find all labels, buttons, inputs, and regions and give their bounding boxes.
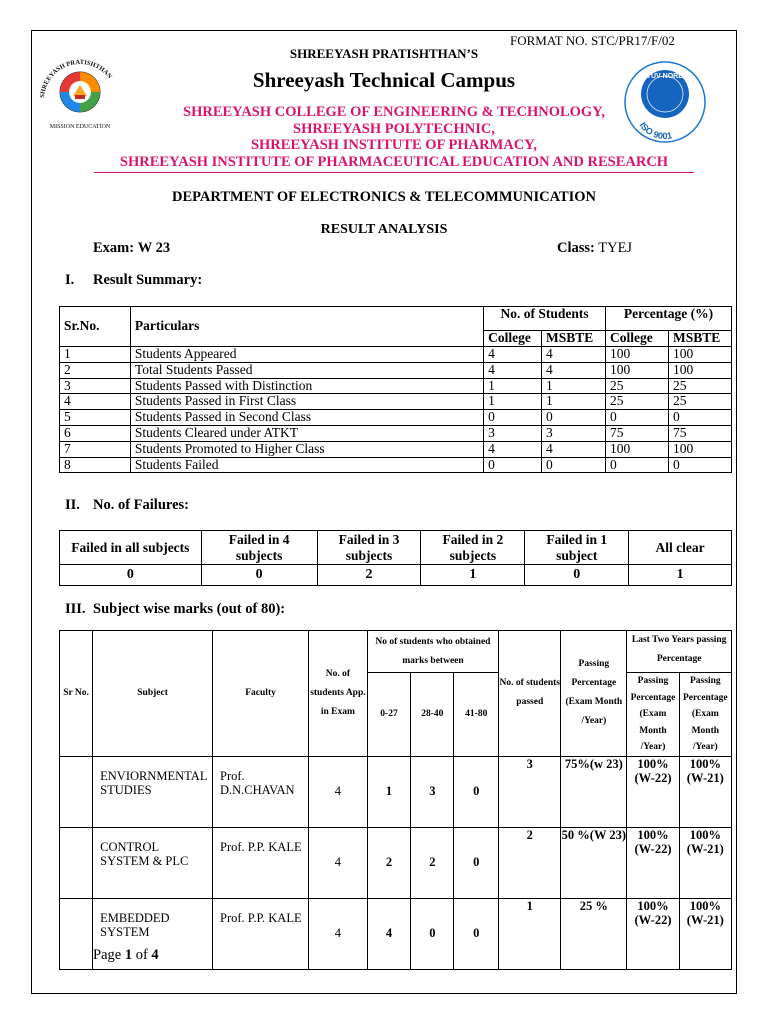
- header-range-41-80: 41-80: [454, 673, 499, 757]
- section-heading-result-summary: I. Result Summary:: [65, 272, 203, 288]
- class-info: Class: TYEJ: [557, 240, 633, 256]
- header-srno: Sr.No.: [60, 307, 131, 347]
- header-srno: Sr No.: [60, 631, 93, 757]
- organization-name: SHREEYASH PRATISHTHAN’S: [289, 46, 479, 61]
- header-passing-percentage: Passing Percentage (Exam Month /Year): [561, 631, 627, 757]
- college-name: SHREEYASH POLYTECHNIC,: [293, 120, 495, 137]
- table-row: 5 Students Passed in Second Class 0 0 0 0: [60, 410, 732, 426]
- exam-info: Exam: W 23: [93, 240, 171, 256]
- format-number: FORMAT NO. STC/PR17/F/02: [510, 33, 675, 48]
- table-row: 2 Total Students Passed 4 4 100 100: [60, 362, 732, 378]
- result-summary-table: [59, 306, 732, 473]
- header-passing-year-2: Passing Percentage (Exam Month /Year): [679, 673, 731, 757]
- header-failed-4: Failed in 4 subjects: [201, 531, 317, 565]
- section-heading-subject-marks: III. Subject wise marks (out of 80):: [65, 601, 286, 617]
- department-title: DEPARTMENT OF ELECTRONICS & TELECOMMUNICATION: [171, 189, 597, 205]
- table-row: 6 Students Cleared under ATKT 3 3 75 75: [60, 425, 732, 441]
- header-last-two-years: Last Two Years passing Percentage: [627, 631, 732, 673]
- header-passing-year-1: Passing Percentage (Exam Month /Year): [627, 673, 679, 757]
- table-row: CONTROL SYSTEM & PLC Prof. P.P. KALE 4 2 2 0 2 50 %(W 23) 100% (W-22) 100% (W-21): [60, 827, 732, 898]
- document-title: RESULT ANALYSIS: [320, 222, 448, 237]
- svg-text:SHREEYASH PRATISHTHAN: SHREEYASH PRATISHTHAN: [39, 58, 114, 99]
- table-row: 0 0 2 1 0 1: [60, 565, 732, 586]
- table-row: 3 Students Passed with Distinction 1 1 25 25: [60, 378, 732, 394]
- college-list: [60, 104, 728, 170]
- college-name: SHREEYASH INSTITUTE OF PHARMACEUTICAL EDUCATION AND RESEARCH: [119, 153, 669, 170]
- header-range-28-40: 28-40: [411, 673, 454, 757]
- header-msbte: MSBTE: [542, 331, 606, 347]
- header-divider: [94, 172, 694, 173]
- college-name: SHREEYASH COLLEGE OF ENGINEERING & TECHNOLOGY,: [183, 104, 605, 120]
- header-percentage: Percentage (%): [606, 307, 732, 331]
- header-failed-2: Failed in 2 subjects: [421, 531, 525, 565]
- failures-table: [59, 530, 732, 586]
- header-college: College: [606, 331, 669, 347]
- campus-title: Shreeyash Technical Campus: [252, 68, 516, 92]
- table-row: 7 Students Promoted to Higher Class 4 4 100 100: [60, 441, 732, 457]
- header-failed-all: Failed in all subjects: [60, 531, 202, 565]
- header-faculty: Faculty: [213, 631, 309, 757]
- table-row: EMBEDDED SYSTEM Prof. P.P. KALE 4 4 0 0 1 25 % 100% (W-22) 100% (W-21): [60, 898, 732, 969]
- header-no-of-students: No. of Students: [484, 307, 606, 331]
- header-all-clear: All clear: [629, 531, 732, 565]
- college-name: SHREEYASH INSTITUTE OF PHARMACY,: [250, 137, 538, 153]
- table-row: 8 Students Failed 0 0 0 0: [60, 457, 732, 473]
- header-failed-3: Failed in 3 subjects: [317, 531, 421, 565]
- svg-text:ISO 9001: ISO 9001: [637, 120, 673, 142]
- svg-text:TUV NORD: TUV NORD: [646, 73, 684, 80]
- subject-marks-table: [59, 630, 732, 970]
- table-row: 4 Students Passed in First Class 1 1 25 25: [60, 394, 732, 410]
- header-passed: No. of students passed: [499, 631, 561, 757]
- header-range-0-27: 0-27: [367, 673, 411, 757]
- page-number: Page 1 of 4: [93, 947, 159, 963]
- header-particulars: Particulars: [130, 307, 483, 347]
- header-failed-1: Failed in 1 subject: [525, 531, 629, 565]
- section-heading-failures: II. No. of Failures:: [65, 497, 189, 513]
- header-marks-group: No of students who obtained marks between: [367, 631, 498, 673]
- header-msbte: MSBTE: [668, 331, 731, 347]
- header-appeared: No. of students App. in Exam: [309, 631, 368, 757]
- header-subject: Subject: [93, 631, 213, 757]
- header-college: College: [484, 331, 542, 347]
- table-row: 1 Students Appeared 4 4 100 100: [60, 347, 732, 363]
- svg-text:MISSION EDUCATION: MISSION EDUCATION: [49, 124, 111, 130]
- table-row: ENVIORNMENTAL STUDIES Prof. D.N.CHAVAN 4 1 3 0 3 75%(w 23) 100% (W-22) 100% (W-21): [60, 756, 732, 827]
